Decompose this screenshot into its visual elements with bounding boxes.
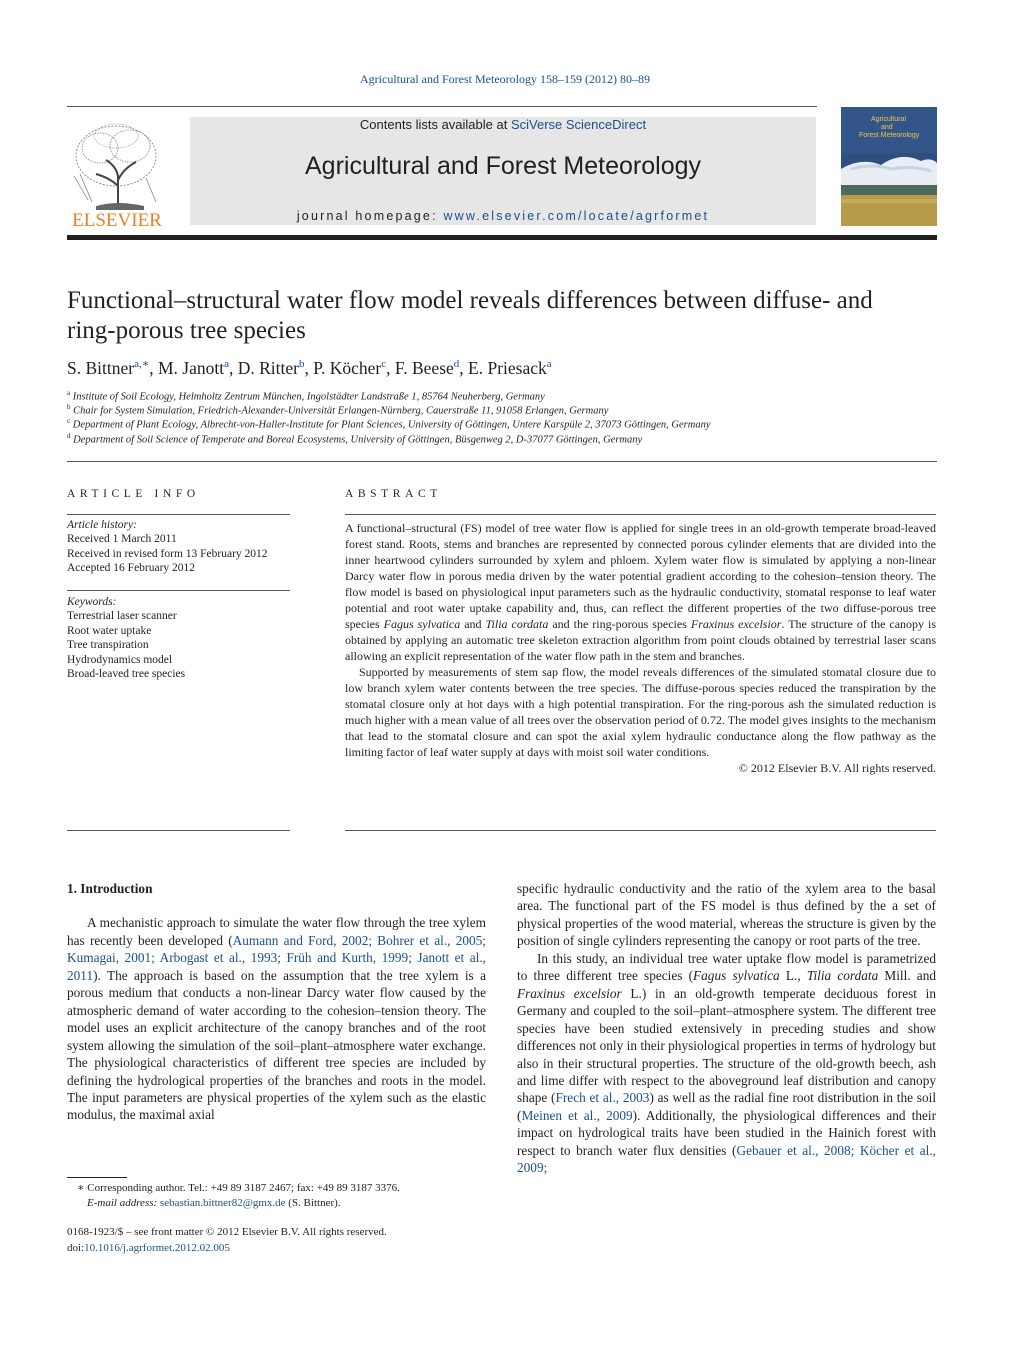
body-text-run: Mill. and [878,968,937,984]
author-affiliation-mark[interactable]: b [298,358,305,370]
abstract-heading: ABSTRACT [345,488,442,500]
author-affiliation-mark[interactable]: d [453,358,460,370]
cover-title-line-3: Forest Meteorology [859,132,920,139]
abstract-rule [345,514,936,515]
body-text-run: ) as well as the radial fine root distribution in the soil ( [517,1090,937,1123]
body-text-run: In this study, an individual tree water uptake flow model is parametrized to three different tree species ( [517,950,936,984]
species-name: Fagus sylvatica [693,968,780,984]
keywords [67,595,292,681]
abstract-text-run: and the ring-porous species [548,617,691,631]
affiliation-mark: c [67,417,71,425]
species-name: Fraxinus excelsior [517,985,622,1001]
species-name: Fagus sylvatica [383,617,461,631]
affiliation-a [67,389,947,403]
affiliation-mark: d [67,432,71,440]
cover-title-line-1: Agricultural [871,116,907,123]
citation-link[interactable]: Meinen et al., 2009 [521,1107,633,1123]
species-name: Tilia cordata [485,617,549,631]
author-name[interactable]: M. Janott [157,357,225,378]
elsevier-wordmark: ELSEVIER [72,210,162,228]
header-thick-rule [67,235,937,240]
contents-prefix: Contents lists available at [359,117,511,132]
homepage-link[interactable]: www.elsevier.com/locate/agrformet [443,209,710,223]
article-info-heading: ARTICLE INFO [67,488,200,500]
body-column-left [67,880,486,1124]
abstract-text-run: A functional–structural (FS) model of tree water flow is applied for single trees in an old-growth temperate broad-leaved forest stand. Roots, stems and branches are represented by connected porous cylinder elements that are divided into the inner heartwood cylinders surrounded by xylem and phloem. Xylem water flow is simulated by applying a non-linear Darcy water flow in porous media driven by the water potential gradient according to the cohesion–tension theory. The flow model is based on physiological input parameters such as the hydraulic conductivity, stomatal response to leaf water potential and root water uptake capability and, thus, can reflect the different properties of the two diffuse-porous tree species [345,521,936,631]
affiliation-text: Chair for System Simulation, Friedrich-Alexander-Universität Erlangen-Nürnberg, Cauerstraße 11, 91058 Erlangen, Germany [73,405,609,417]
keyword-item: Broad-leaved tree species [67,668,186,681]
doi-label: doi: [67,1241,85,1254]
cover-title-line-2: and [881,124,893,131]
body-text-run: A mechanistic approach to simulate the water flow through the tree xylem has recently been developed ( [67,915,486,948]
abstract-text [345,520,936,776]
email-suffix: (S. Bittner). [285,1197,341,1209]
article-history [67,518,292,576]
cover-graphic [841,107,937,226]
keyword-item: Terrestrial laser scanner [67,610,177,623]
revised-date: Received in revised form 13 February 2012 [67,547,268,560]
keywords-label: Keywords: [67,596,117,608]
article-info-rule [67,514,290,515]
issn-line: 0168-1923/$ – see front matter © 2012 Elsevier B.V. All rights reserved. [67,1226,387,1238]
abstract-text-run: . The structure of the canopy is obtained by applying an automatic tree skeleton extraction algorithm from point clouds obtained by terrestrial laser scans allowing an explicit representation of the water flow path in the stem and branches. [345,617,936,663]
keyword-item: Tree transpiration [67,639,149,652]
history-label: Article history: [67,519,137,531]
article-title-line-2: ring-porous tree species [67,317,306,344]
author-name[interactable]: F. Beese [394,357,454,378]
body-text-run: ). Additionally, the physiological differences and their impact on hydrological traits have been studied in the Hainich forest with respect to branch water flux densities ( [517,1107,936,1158]
email-label: E-mail address: [87,1197,160,1209]
affiliation-text: Department of Plant Ecology, Albrecht-von-Haller-Institute for Plant Sciences, University of Göttingen, Untere Karspüle 2, 37073 Göttingen, Germany [72,419,711,431]
body-text-run: L., [779,968,807,984]
author-affiliation-mark[interactable]: c [381,358,387,370]
sciencedirect-link[interactable]: SciVerse ScienceDirect [510,117,647,132]
keyword-item: Root water uptake [67,624,152,637]
corresponding-author-line: ∗ Corresponding author. Tel.: +49 89 3187 2467; fax: +49 89 3187 3376. [77,1182,400,1194]
affiliation-mark: b [67,403,71,411]
species-name: Fraxinus excelsior [690,617,782,631]
body-text-run: L.) in an old-growth temperate deciduous forest in Germany and coupled to the soil–plant–atmosphere system. The different tree species have been studied extensively in preceding studies and show differences not only in their physiological properties in terms of hydrology but also in their structural properties. The structure of the old-growth beech, ash and lime differ with respect to the aboveground leaf distribution and canopy shape ( [517,985,936,1106]
elsevier-logo [66,116,168,228]
author-list [67,357,947,379]
affiliation-text: Department of Soil Science of Temperate and Boreal Ecosystems, University of Göttingen, Büsgenweg 2, D-37077 Göttingen, Germany [73,434,643,446]
accepted-date: Accepted 16 February 2012 [67,562,196,575]
email-line [67,1196,487,1211]
title-block-rule [67,461,937,462]
abstract-paragraph-2: Supported by measurements of stem sap flow, the model reveals differences of the simulated stomatal closure due to low branch xylem water contents between the tree species. The diffuse-porous species reduced the transpiration by the stomatal closure only at hot days with a high potential transpiration. For the ring-porous ash the simulated reduction is much higher with a mean value of all trees over the observation period of 0.72. The model gives insights to the mechanism that lead to the stomatal closure and can spot the axial xylem hydraulic conductance along the flow pathway as the limiting factor of leaf water supply at days with moist soil water conditions. [345,665,936,759]
body-paragraph [517,950,936,1177]
affiliation-text: Institute of Soil Ecology, Helmholtz Zentrum München, Ingolstädter Landstraße 1, 85764 Neuherberg, Germany [72,391,545,403]
citation-link[interactable]: Aumann and Ford, 2002; Bohrer et al., 2005; Kumagai, 2001; Arbogast et al., 1993; Früh and Kurth, 1999; Janott et al., 2011 [67,932,486,983]
author-name[interactable]: S. Bittner [67,357,135,378]
elsevier-tree-icon [66,116,168,228]
body-column-right [517,880,936,1177]
author-separator: , [459,357,469,378]
author-affiliation-mark[interactable]: a [224,358,229,370]
affiliation-d [67,432,947,446]
author-separator: , [149,357,158,378]
keyword-item: Hydrodynamics model [67,653,173,666]
contents-line [190,117,816,132]
citation-link[interactable]: Frech et al., 2003 [555,1090,650,1106]
author-affiliation-mark[interactable]: a [546,358,552,370]
abstract-paragraph-1 [345,520,936,664]
section-heading-introduction: 1. Introduction [67,881,153,896]
affiliation-b [67,403,947,417]
author-name[interactable]: P. Köcher [313,357,382,378]
body-text-run: ). The approach is based on the assumption that the tree xylem is a porous medium that conducts a non-linear Darcy water flow caused by the atmospheric demand of water according to the cohesion–tension theory. The model uses an explicit architecture of the canopy branches and of the root system allowing the simulation of the soil–plant–atmosphere water exchange. The physiological characteristics of different tree species are included by defining the hydrological properties of the branches and roots in the model. The input parameters are physical properties of the xylem such as the elastic modulus, the maximal axial [67,967,486,1123]
received-date: Received 1 March 2011 [67,533,177,546]
doi-line [67,1241,487,1257]
abstract-bottom-rule [345,830,936,831]
journal-title: Agricultural and Forest Meteorology [304,152,702,180]
citation-link[interactable]: Gebauer et al., 2008; Köcher et al., 2009; [517,1142,936,1176]
body-paragraph: specific hydraulic conductivity and the ratio of the xylem area to the basal area. The functional part of the FS model is thus defined by the a set of physical properties of the wood material, whereas the structure is given by the position of single cylinders representing the canopy or root parts of the tree. [517,881,936,949]
issn-doi-block [67,1225,487,1256]
journal-homepage [190,209,816,223]
article-title-line-1: Functional–structural water flow model reveals differences between diffuse- and [67,287,873,314]
keywords-rule [67,590,290,591]
author-name[interactable]: D. Ritter [237,357,299,378]
species-name: Tilia cordata [806,968,879,984]
header-rule [67,106,817,107]
doi-link[interactable]: 10.1016/j.agrformet.2012.02.005 [84,1241,230,1254]
author-separator: , [386,357,395,378]
journal-cover-image[interactable] [841,107,937,226]
author-affiliation-mark[interactable]: a,∗ [134,358,150,370]
article-title [67,286,947,346]
corresponding-author-footnote [67,1181,487,1211]
copyright-notice: © 2012 Elsevier B.V. All rights reserved. [738,761,936,775]
author-name[interactable]: E. Priesack [468,357,547,378]
author-separator: , [304,357,314,378]
journal-reference[interactable]: Agricultural and Forest Meteorology 158–159 (2012) 80–89 [360,72,650,86]
homepage-prefix: journal homepage: [296,209,444,223]
footnote-rule [67,1177,127,1178]
email-link[interactable]: sebastian.bittner82@gmx.de [159,1197,286,1209]
body-paragraph [67,914,486,1123]
abstract-text-run: and [460,617,486,631]
affiliation-c [67,417,947,431]
article-info-bottom-rule [67,830,290,831]
author-separator: , [228,357,238,378]
affiliation-mark: a [67,389,71,397]
